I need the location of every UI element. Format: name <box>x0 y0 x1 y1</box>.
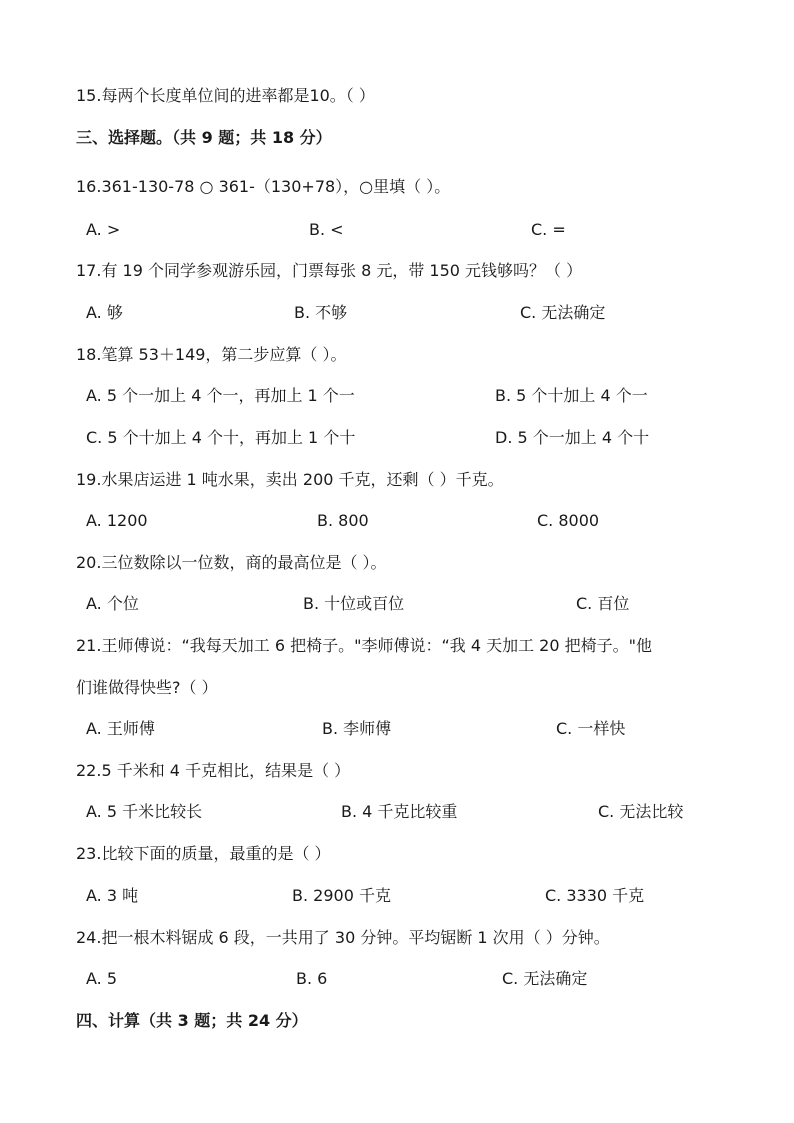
q19-option-a: A. 1200 <box>86 511 148 530</box>
q21-option-c: C. 一样快 <box>556 719 626 738</box>
q16-option-b: B. < <box>309 220 344 239</box>
q21-option-b: B. 李师傅 <box>322 719 392 738</box>
q16-option-c: C. = <box>531 220 566 239</box>
q17-option-c: C. 无法确定 <box>520 303 606 322</box>
question-16: 16.361-130-78 ○ 361-（130+78），○里填（ ）。 <box>76 177 451 196</box>
section-4-heading: 四、计算（共 3 题；共 24 分） <box>76 1011 308 1030</box>
q17-option-b: B. 不够 <box>294 303 348 322</box>
question-18: 18.笔算 53＋149，第二步应算（ ）。 <box>76 345 347 364</box>
question-21: 21.王师傅说：“我每天加工 6 把椅子。"李师傅说：“我 4 天加工 20 把椅子。"他 <box>76 636 652 655</box>
q18-option-c: C. 5 个十加上 4 个十，再加上 1 个十 <box>86 428 356 447</box>
q17-option-a: A. 够 <box>86 303 123 322</box>
q18-option-d: D. 5 个一加上 4 个十 <box>495 428 650 447</box>
q18-option-b: B. 5 个十加上 4 个一 <box>495 386 648 405</box>
q16-option-a: A. > <box>86 220 121 239</box>
q19-option-b: B. 800 <box>317 511 369 530</box>
question-15: 15.每两个长度单位间的进率都是10。（ ） <box>76 86 375 105</box>
section-3-heading: 三、选择题。（共 9 题；共 18 分） <box>76 128 332 147</box>
q20-option-c: C. 百位 <box>576 594 630 613</box>
q22-option-b: B. 4 千克比较重 <box>341 802 458 821</box>
question-17: 17.有 19 个同学参观游乐园，门票每张 8 元，带 150 元钱够吗？（ ） <box>76 261 583 280</box>
question-22: 22.5 千米和 4 千克相比，结果是（ ） <box>76 761 351 780</box>
q21-option-a: A. 王师傅 <box>86 719 155 738</box>
q23-option-a: A. 3 吨 <box>86 886 139 905</box>
question-21-cont: 们谁做得快些?（ ） <box>76 678 218 697</box>
question-20: 20.三位数除以一位数，商的最高位是（ ）。 <box>76 553 387 572</box>
q22-option-a: A. 5 千米比较长 <box>86 802 203 821</box>
q24-option-b: B. 6 <box>296 969 328 988</box>
q20-option-b: B. 十位或百位 <box>303 594 405 613</box>
q22-option-c: C. 无法比较 <box>598 802 684 821</box>
q24-option-c: C. 无法确定 <box>502 969 588 988</box>
q23-option-c: C. 3330 千克 <box>545 886 645 905</box>
question-23: 23.比较下面的质量，最重的是（ ） <box>76 844 331 863</box>
q23-option-b: B. 2900 千克 <box>292 886 391 905</box>
question-19: 19.水果店运进 1 吨水果，卖出 200 千克，还剩（ ）千克。 <box>76 470 504 489</box>
q18-option-a: A. 5 个一加上 4 个一，再加上 1 个一 <box>86 386 355 405</box>
q19-option-c: C. 8000 <box>537 511 600 530</box>
question-24: 24.把一根木料锯成 6 段，一共用了 30 分钟。平均锯断 1 次用（ ）分钟。 <box>76 928 610 947</box>
q20-option-a: A. 个位 <box>86 594 139 613</box>
q24-option-a: A. 5 <box>86 969 118 988</box>
